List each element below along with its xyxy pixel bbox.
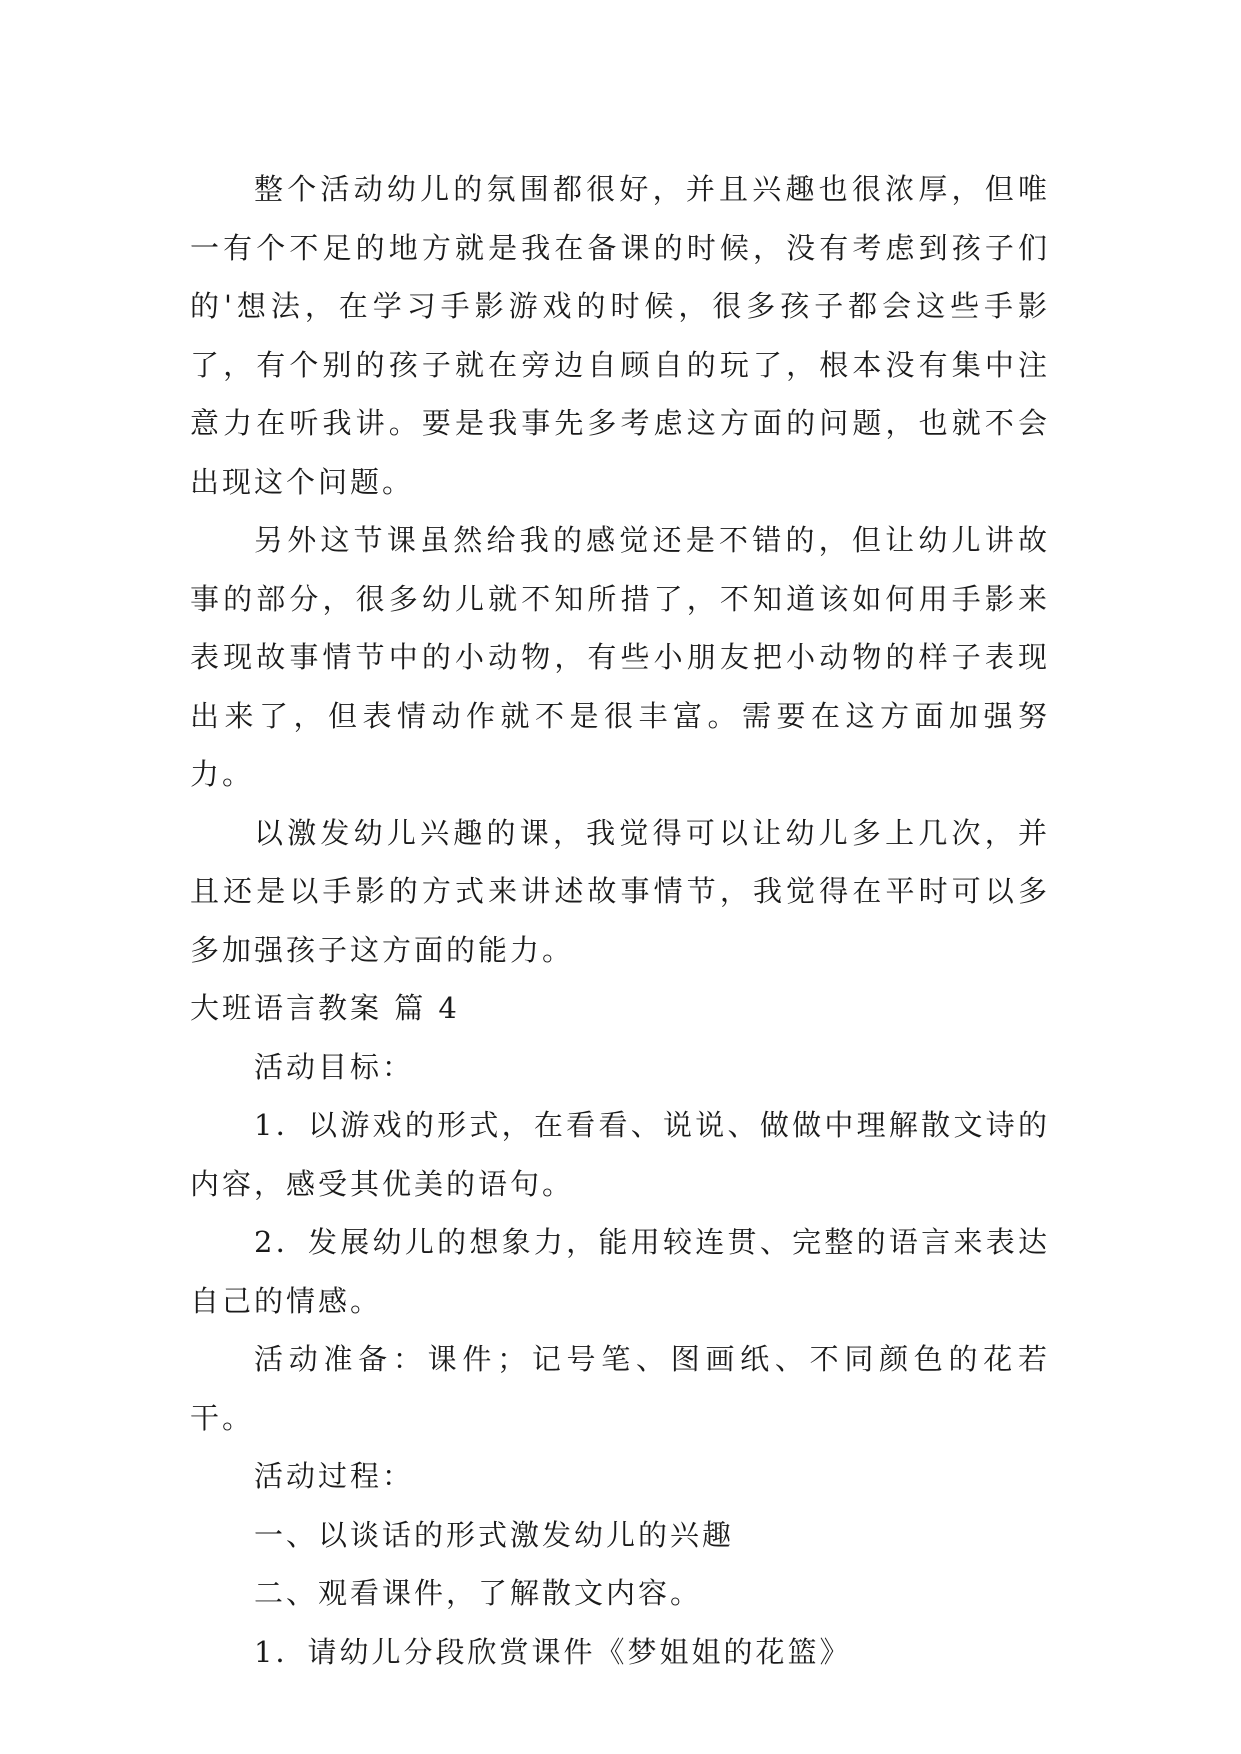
document-body	[190, 160, 1050, 1681]
process-step-1: 一、以谈话的形式激发幼儿的兴趣	[254, 1517, 735, 1552]
goal-item-2: 2．发展幼儿的想象力，能用较连贯、完整的语言来表达自己的情感。	[190, 1225, 1050, 1318]
activity-preparation: 活动准备：课件；记号笔、图画纸、不同颜色的花若干。	[190, 1342, 1050, 1435]
paragraph-activity-reflection: 整个活动幼儿的氛围都很好，并且兴趣也很浓厚，但唯一有个不足的地方就是我在备课的时候，没有考虑到孩子们的'想法，在学习手影游戏的时候，很多孩子都会这些手影了，有个别的孩子就在旁边自顾自的玩了，根本没有集中注意力在听我讲。要是我事先多考虑这方面的问题，也就不会出现这个问题。	[190, 172, 1050, 499]
paragraph-interest-reflection: 以激发幼儿兴趣的课，我觉得可以让幼儿多上几次，并且还是以手影的方式来讲述故事情节，我觉得在平时可以多多加强孩子这方面的能力。	[190, 815, 1050, 967]
paragraph-storytelling-reflection: 另外这节课虽然给我的感觉还是不错的，但让幼儿讲故事的部分，很多幼儿就不知所措了，不知道该如何用手影来表现故事情节中的小动物，有些小朋友把小动物的样子表现出来了，但表情动作就不是很丰富。需要在这方面加强努力。	[190, 523, 1050, 791]
section-heading: 大班语言教案 篇 4	[190, 991, 460, 1025]
goal-item-1: 1．以游戏的形式，在看看、说说、做做中理解散文诗的内容，感受其优美的语句。	[190, 1108, 1050, 1201]
activity-goals-label: 活动目标：	[254, 1049, 415, 1084]
process-substep-1: 1．请幼儿分段欣赏课件《梦姐姐的花篮》	[254, 1634, 852, 1669]
process-step-2: 二、观看课件，了解散文内容。	[254, 1576, 703, 1610]
activity-process-label: 活动过程：	[254, 1459, 415, 1493]
